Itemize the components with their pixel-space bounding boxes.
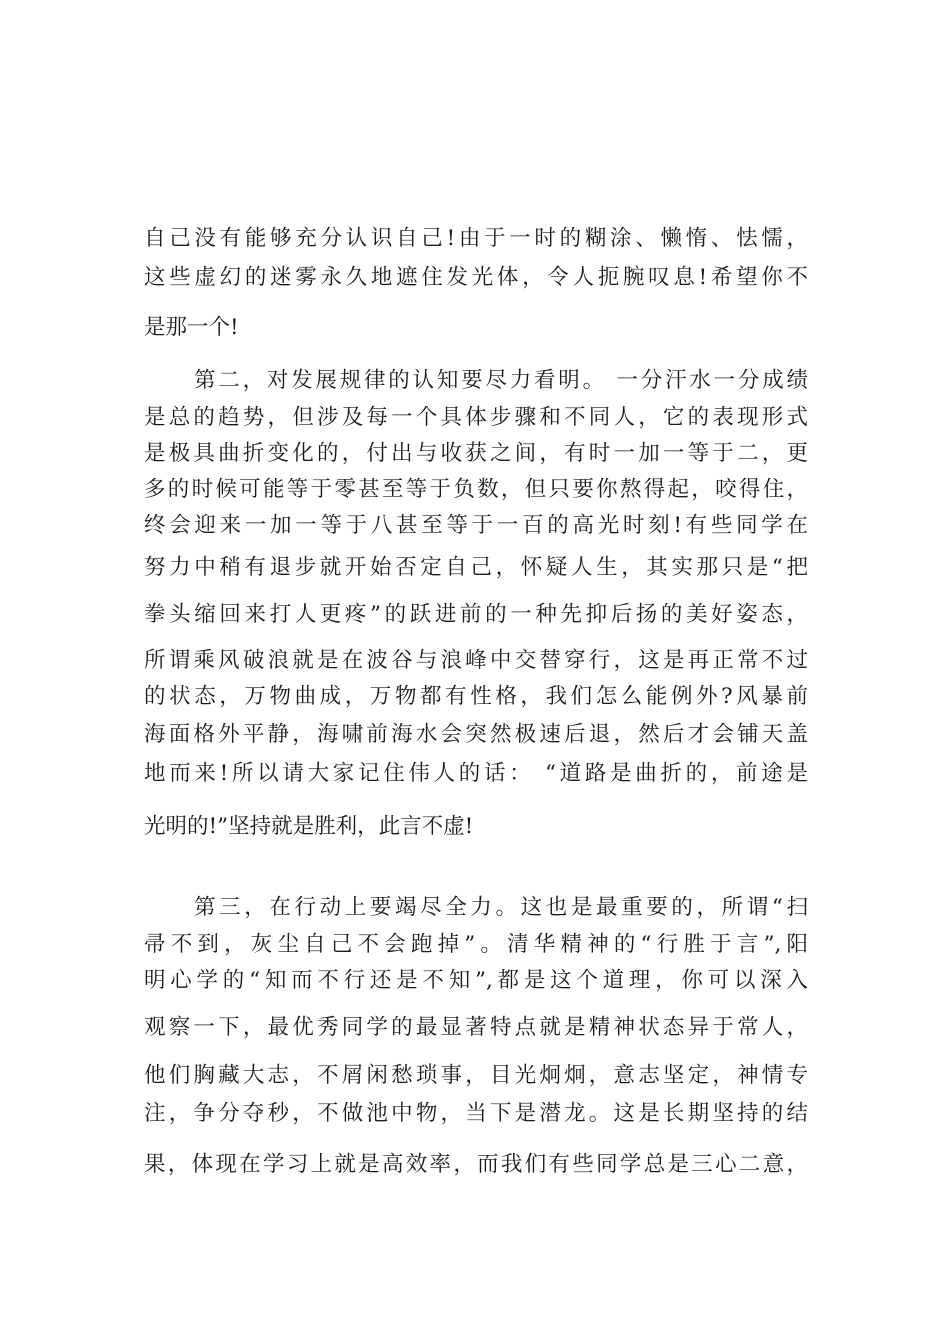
body-line-14: 地而来!所以请大家记住伟人的话： “道路是曲折的，前途是 [144,761,808,786]
body-line-16: 第三，在行动上要竭尽全力。这也是最重要的，所谓“扫 [194,895,808,920]
body-line-11: 所谓乘风破浪就是在波谷与浪峰中交替穿行，这是再正常不过 [144,648,808,673]
body-line-13: 海面格外平静，海啸前海水会突然极速后退，然后才会铺天盖 [144,722,808,747]
body-line-2: 这些虚幻的迷雾永久地遮住发光体，令人扼腕叹息!希望你不 [144,265,808,290]
body-line-5: 是总的趋势，但涉及每一个具体步骤和不同人，它的表现形式 [144,405,808,430]
body-line-7: 多的时候可能等于零甚至等于负数，但只要你熬得起，咬得住， [144,477,808,502]
body-line-18: 明心学的“知而不行还是不知”,都是这个道理，你可以深入 [144,968,808,993]
body-line-6: 是极具曲折变化的，付出与收获之间，有时一加一等于二，更 [144,441,808,466]
body-line-3: 是那一个! [144,315,239,340]
body-line-12: 的状态，万物曲成，万物都有性格，我们怎么能例外?风暴前 [144,684,808,709]
body-line-22: 果，体现在学习上就是高效率，而我们有些同学总是三心二意， [144,1152,808,1177]
body-line-15: 光明的!”坚持就是胜利，此言不虚! [144,814,474,839]
body-line-10: 拳头缩回来打人更疼”的跃进前的一种先抑后扬的美好姿态， [144,602,808,627]
body-line-20: 他们胸藏大志，不屑闲愁琐事，目光炯炯，意志坚定，神情专 [144,1063,808,1088]
body-line-1: 自己没有能够充分认识自己!由于一时的糊涂、懒惰、怯懦， [144,226,808,251]
body-line-19: 观察一下，最优秀同学的最显著特点就是精神状态异于常人， [144,1015,808,1040]
body-line-4: 第二，对发展规律的认知要尽力看明。 一分汗水一分成绩 [194,368,808,393]
body-line-8: 终会迎来一加一等于八甚至等于一百的高光时刻!有些同学在 [144,513,808,538]
body-line-21: 注，争分夺秒，不做池中物，当下是潜龙。这是长期坚持的结 [144,1101,808,1126]
body-line-17: 帚不到，灰尘自己不会跑掉”。清华精神的“行胜于言”,阳 [144,932,808,957]
body-line-9: 努力中稍有退步就开始否定自己，怀疑人生，其实那只是“把 [144,555,808,580]
